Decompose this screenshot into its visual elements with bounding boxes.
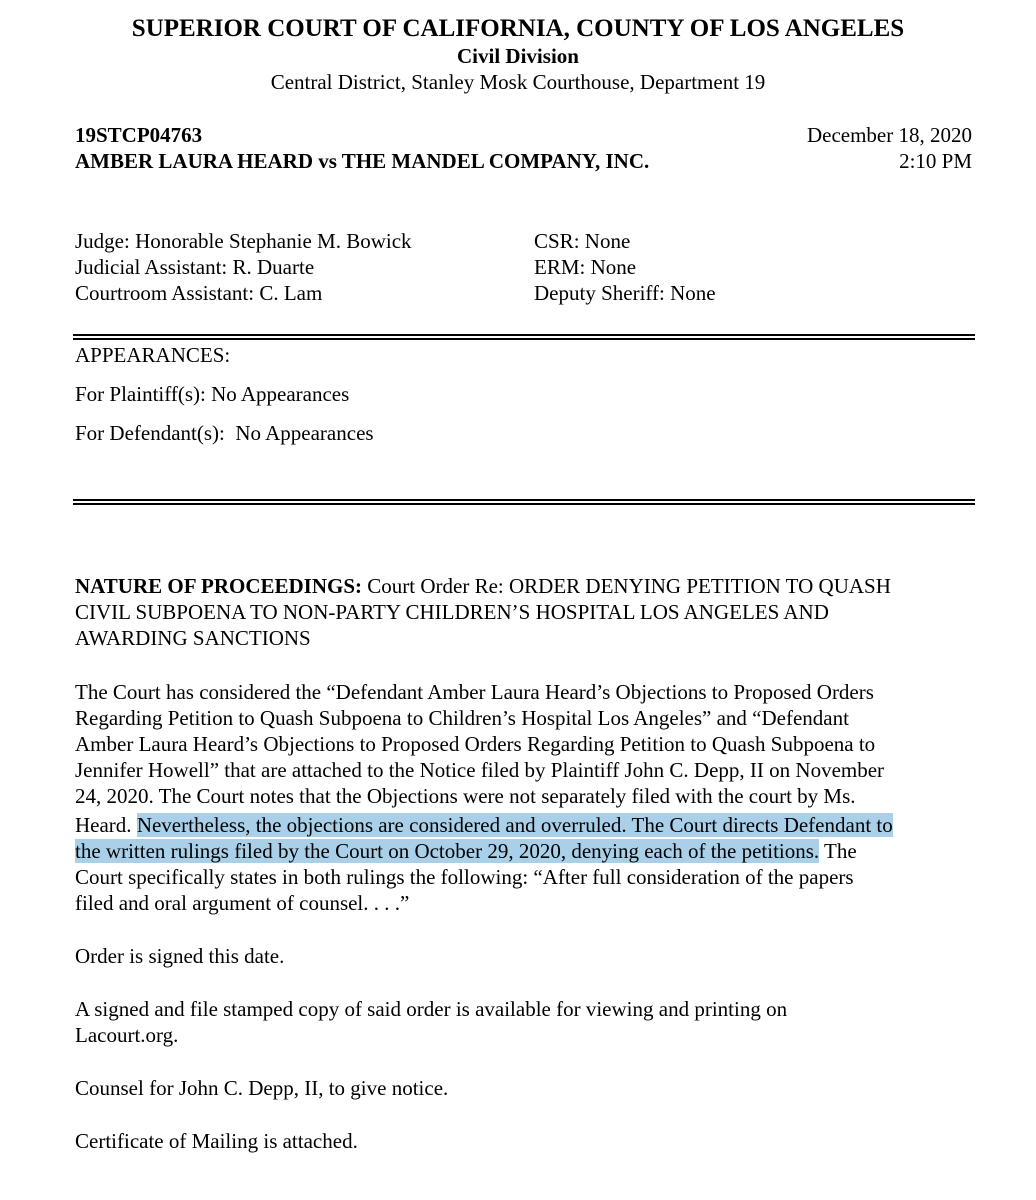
defendant-appearance: For Defendant(s): No Appearances [75, 421, 374, 445]
proceedings-line [75, 573, 980, 599]
highlighted-text: Nevertheless, the objections are considered and overruled. The Court directs Defendant to [136, 813, 893, 837]
proceedings-label: NATURE OF PROCEEDINGS: [75, 574, 363, 598]
section-divider [73, 503, 975, 505]
division-title: Civil Division [457, 44, 579, 68]
proceedings-line: CIVIL SUBPOENA TO NON-PARTY CHILDREN’S HOSPITAL LOS ANGELES AND [75, 600, 829, 624]
body-line: 24, 2020. The Court notes that the Objections were not separately filed with the court by Ms. [75, 784, 856, 808]
erm-line: ERM: None [534, 255, 637, 279]
highlighted-text: the written rulings filed by the Court on October 29, 2020, denying each of the petitions. [75, 839, 820, 863]
court-location: Central District, Stanley Mosk Courthouse, Department 19 [270, 70, 766, 94]
body-text: Heard. [75, 813, 137, 837]
body-line: The Court has considered the “Defendant Amber Laura Heard’s Objections to Proposed Orders [75, 680, 874, 704]
appearances-heading: APPEARANCES: [75, 343, 231, 367]
body-line: Regarding Petition to Quash Subpoena to Children’s Hospital Los Angeles” and “Defendant [75, 706, 849, 730]
section-divider [73, 334, 975, 336]
case-title: AMBER LAURA HEARD vs THE MANDEL COMPANY, INC. [75, 149, 650, 173]
order-signed-line: Order is signed this date. [75, 944, 285, 968]
section-divider [73, 338, 975, 340]
body-line [75, 812, 980, 838]
judicial-assistant-line: Judicial Assistant: R. Duarte [75, 255, 315, 279]
proceedings-line: AWARDING SANCTIONS [75, 626, 311, 650]
judge-line: Judge: Honorable Stephanie M. Bowick [75, 229, 412, 253]
body-line: Amber Laura Heard’s Objections to Proposed Orders Regarding Petition to Quash Subpoena to [75, 732, 876, 756]
case-number: 19STCP04763 [75, 123, 203, 147]
body-text: The [819, 839, 857, 863]
copy-availability-line: A signed and file stamped copy of said order is available for viewing and printing on [75, 997, 788, 1021]
notice-line: Counsel for John C. Depp, II, to give notice. [75, 1076, 449, 1100]
case-date: December 18, 2020 [806, 123, 972, 147]
body-line: Jennifer Howell” that are attached to the Notice filed by Plaintiff John C. Depp, II on November [75, 758, 885, 782]
certificate-line: Certificate of Mailing is attached. [75, 1129, 358, 1153]
deputy-sheriff-line: Deputy Sheriff: None [534, 281, 716, 305]
csr-line: CSR: None [534, 229, 631, 253]
copy-availability-line: Lacourt.org. [75, 1023, 179, 1047]
body-line: filed and oral argument of counsel. . . .” [75, 891, 410, 915]
case-time: 2:10 PM [899, 149, 972, 173]
court-name: SUPERIOR COURT OF CALIFORNIA, COUNTY OF LOS ANGELES [131, 15, 905, 42]
proceedings-text: Court Order Re: ORDER DENYING PETITION TO QUASH [362, 574, 891, 598]
section-divider [73, 499, 975, 501]
body-line: Court specifically states in both rulings the following: “After full consideration of the papers [75, 865, 854, 889]
courtroom-assistant-line: Courtroom Assistant: C. Lam [75, 281, 323, 305]
body-line [75, 838, 980, 864]
plaintiff-appearance: For Plaintiff(s): No Appearances [75, 382, 350, 406]
